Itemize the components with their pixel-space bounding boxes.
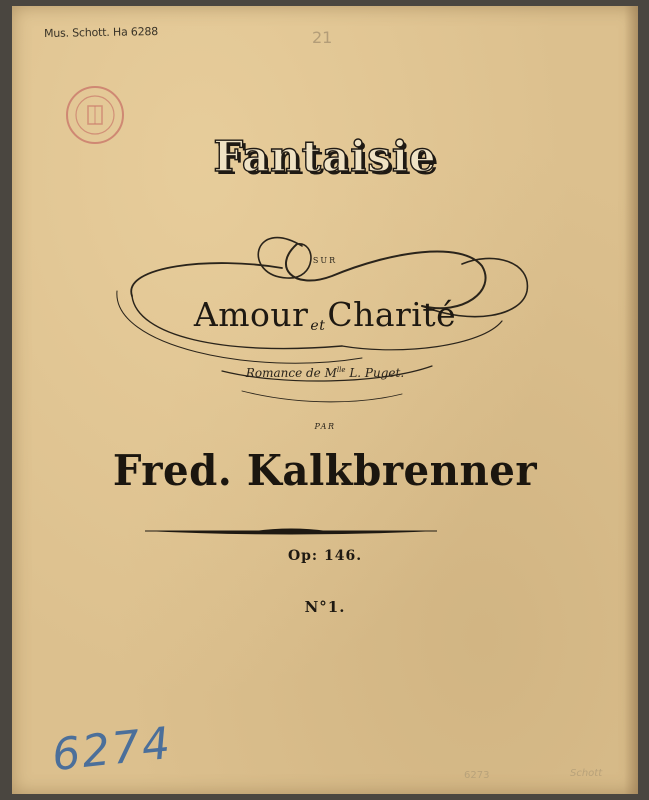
- romance-attribution: [12, 366, 638, 380]
- opus-number: Op: 146.: [287, 548, 363, 564]
- romance-prefix: Romance de M: [245, 366, 337, 380]
- title-page: [12, 6, 638, 794]
- shelfmark-label: Mus. Schott. Ha 6288: [43, 25, 159, 40]
- page-edge-shadow: [624, 6, 638, 794]
- piece-title: Fantaisie: [213, 132, 437, 181]
- work-title: [12, 295, 638, 334]
- pencil-note-right: Schott: [570, 768, 603, 779]
- work-title-et: et: [310, 318, 326, 334]
- pencil-note-left: 6273: [464, 770, 490, 781]
- inventory-number: 6274: [49, 717, 175, 782]
- composer-name: Fred. Kalkbrenner: [112, 446, 538, 495]
- work-title-amour: Amour: [193, 295, 309, 334]
- decorative-rule: [145, 524, 437, 538]
- volume-number: N°1.: [304, 598, 346, 616]
- sur-label: SUR: [312, 256, 338, 265]
- romance-superscript: lle: [336, 366, 346, 374]
- par-label: PAR: [314, 422, 336, 431]
- romance-suffix: L. Puget.: [345, 366, 405, 380]
- pencil-page-number: 21: [312, 28, 333, 47]
- work-title-charite: Charité: [327, 295, 457, 334]
